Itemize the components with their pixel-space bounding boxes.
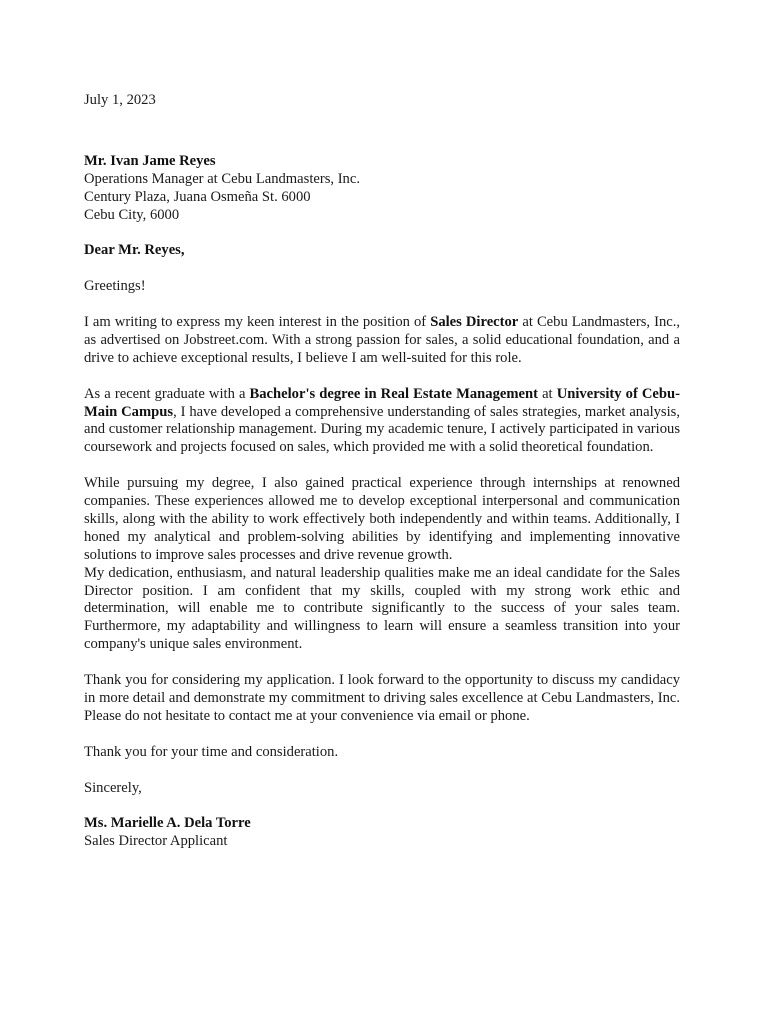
signer-title: Sales Director Applicant — [84, 833, 228, 850]
closing: Sincerely, — [84, 779, 142, 796]
recipient-address-line-2: Cebu City, 6000 — [84, 206, 180, 223]
signer-name — [84, 815, 680, 833]
paragraph-education-part-e: , I have developed a comprehensive understanding of sales strategies, market analysis, and customer relationship management. During my academic tenure, I actively participated in various coursework and projects focused on sales, which provided me with a solid theoretical foundation. — [84, 403, 680, 456]
paragraph-education-part-a: As a recent graduate with a — [84, 385, 250, 402]
university-name: University of Cebu-Main Campus — [84, 385, 680, 420]
letter-date: July 1, 2023 — [84, 92, 156, 108]
recipient-name-text: Mr. Ivan Jame Reyes — [84, 152, 216, 169]
paragraph-closing-thanks: Thank you for your time and consideration. — [84, 743, 339, 760]
paragraph-education-part-c: at — [537, 385, 557, 402]
recipient-name — [84, 153, 680, 171]
paragraph-intro-part-c: at Cebu Landmasters, Inc., as advertised on Jobstreet.com. With a strong passion for sales, a solid educational foundation, and a drive to achieve exceptional results, I believe I am well-suited for this role. — [84, 314, 681, 366]
cover-letter — [84, 92, 680, 851]
salutation — [84, 242, 680, 260]
paragraph-education — [84, 386, 680, 458]
position-title: Sales Director — [430, 314, 519, 331]
signer-name-text: Ms. Marielle A. Dela Torre — [84, 815, 251, 832]
paragraph-thanks: Thank you for considering my application. I look forward to the opportunity to discuss my candidacy in more detail and demonstrate my commitment to driving sales excellence at Cebu Landmasters, Inc. Please do not hesitate to contact me at your convenience via email or phone. — [84, 672, 680, 724]
paragraph-intro-part-a: I am writing to express my keen interest in the position of — [84, 314, 431, 331]
greeting: Greetings! — [84, 278, 146, 295]
paragraph-experience: While pursuing my degree, I also gained practical experience through internships at renowned companies. These experiences allowed me to develop exceptional interpersonal and communication skills, along with the ability to work effectively both independently and within teams. Additionally, I honed my analytical and problem-solving abilities by identifying and implementing innovative solutions to improve sales processes and drive revenue growth. — [84, 475, 680, 563]
paragraph-intro — [84, 314, 680, 368]
paragraph-qualities: My dedication, enthusiasm, and natural leadership qualities make me an ideal candidate for the Sales Director position. I am confident that my skills, coupled with my strong work ethic and determination, will enable me to contribute significantly to the success of your sales team. Furthermore, my adaptability and willingness to learn will ensure a seamless transition into your company's unique sales environment. — [84, 564, 680, 653]
recipient-address-line-1: Century Plaza, Juana Osmeña St. 6000 — [84, 188, 311, 205]
degree-name: Bachelor's degree in Real Estate Management — [249, 385, 538, 402]
recipient-title: Operations Manager at Cebu Landmasters, Inc. — [84, 170, 360, 187]
salutation-text: Dear Mr. Reyes, — [84, 242, 185, 259]
